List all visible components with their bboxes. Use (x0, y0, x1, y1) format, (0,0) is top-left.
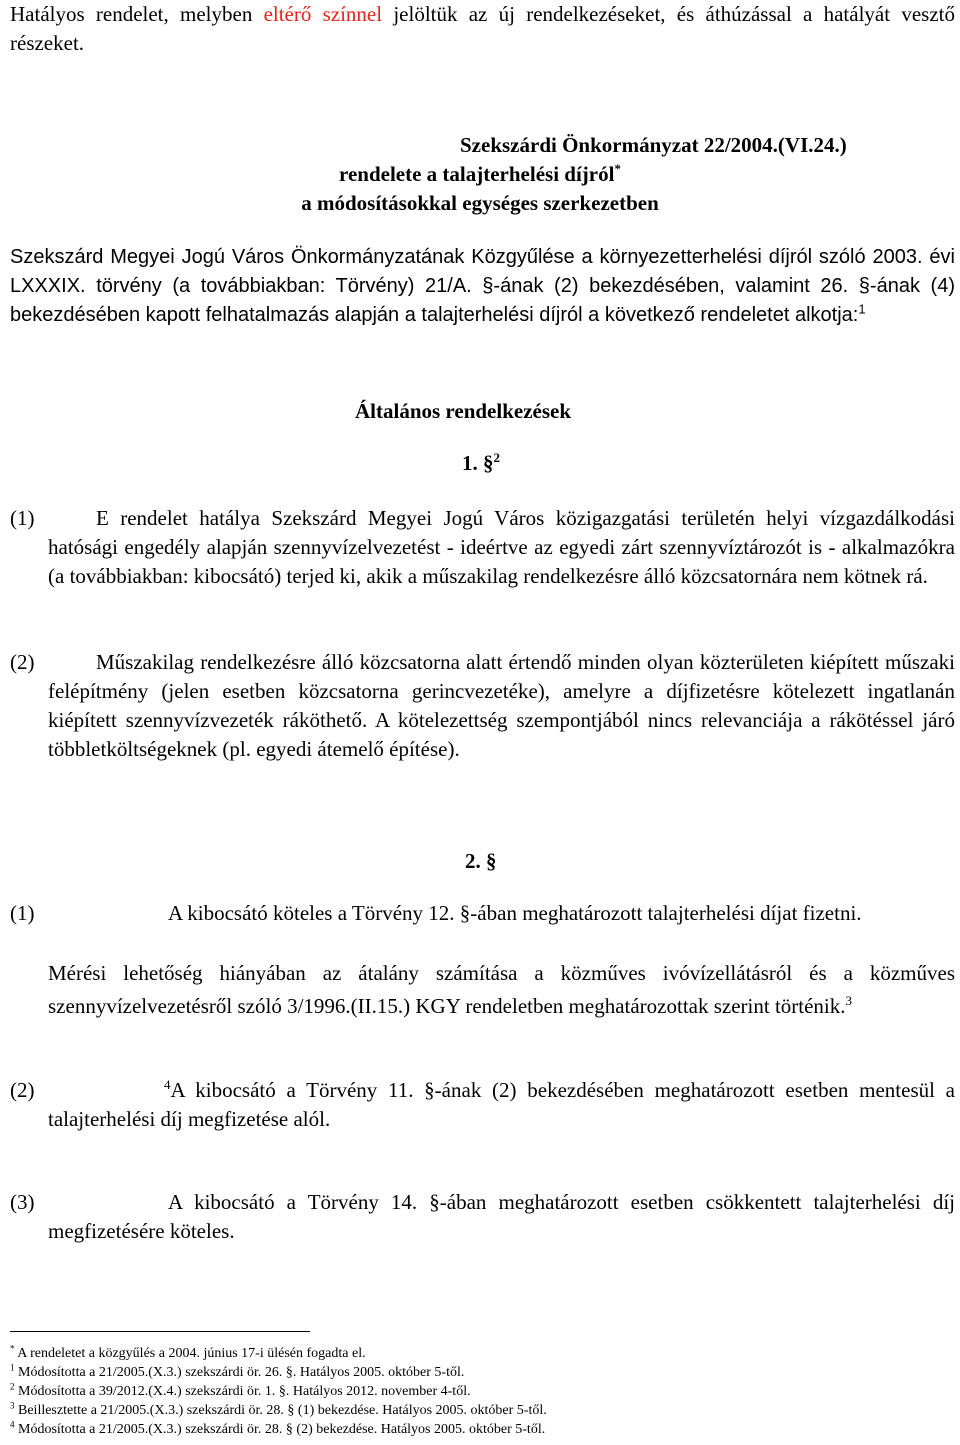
title-footnote-mark: * (614, 161, 621, 176)
footnote-1-mark: 1 (10, 1362, 15, 1373)
footnote-star-mark: * (10, 1343, 15, 1354)
para2-heading: 2. § (465, 849, 497, 873)
footnote-3-text: Beillesztette a 21/2005.(X.3.) szekszárdi ör. 28. § (1) bekezdése. Hatályos 2005. október 5-től. (18, 1403, 547, 1418)
footnote-star-text: A rendeletet a közgyűlés a 2004. június 17-i ülésén fogadta el. (17, 1346, 366, 1361)
footnote-3-mark: 3 (10, 1400, 15, 1411)
preamble (10, 243, 955, 330)
header-text-part1: Hatályos rendelet, melyben (10, 2, 264, 26)
para2-item2-text-body: A kibocsátó a Törvény 11. §-ának (2) bekezdésében meghatározott esetben mentesül a talajterhelési díj megfizetése alól. (48, 1078, 955, 1131)
para2-item2-footnote-mark: 4 (164, 1077, 171, 1092)
title-line-2 (0, 160, 960, 189)
para1-item2-text: Műszakilag rendelkezésre álló közcsatorna alatt értendő minden olyan közterületen kiépített műszaki felépítmény (jelen esetben közcsatorna gerincvezetéke), amelyre a díjfizetésre kötelezett ingatlanán kiépített szennyvízvezeték ráköthető. A kötelezettség szempontjából nincs relevanciája a rákötéssel járó többletköltségeknek (pl. egyedi átemelő építése). (48, 650, 955, 761)
footnote-4-text: Módosította a 21/2005.(X.3.) szekszárdi ör. 28. § (2) bekezdése. Hatályos 2005. október 5-től. (18, 1422, 546, 1437)
para2-item2-num: (2) (10, 1078, 35, 1102)
para2-item1-text2 (48, 957, 955, 1023)
preamble-footnote-mark: 1 (858, 301, 866, 317)
para2-item1-num: (1) (10, 901, 35, 925)
footnote-1 (10, 1364, 464, 1382)
para2-item1-text: A kibocsátó köteles a Törvény 12. §-ában meghatározott talajterhelési díjat fizetni. (168, 901, 862, 925)
para1-footnote-mark: 2 (493, 450, 500, 465)
title-line-3: a módosításokkal egységes szerkezetben (301, 191, 659, 215)
title-line-2-text: rendelete a talajterhelési díjról (339, 162, 615, 186)
header-text-part2: jelöltük az új rendelkezéseket, és áthúzással a hatályát vesztő részeket. (10, 2, 955, 55)
header-red-text: eltérő színnel (263, 2, 383, 26)
footnote-2-mark: 2 (10, 1381, 15, 1392)
para1-item2-num: (2) (10, 650, 35, 674)
para1-heading-text: 1. § (462, 451, 494, 475)
footnote-4 (10, 1421, 545, 1439)
para1-item1-num: (1) (10, 506, 35, 530)
footnote-separator (10, 1331, 310, 1332)
section-heading-general: Általános rendelkezések (355, 399, 572, 423)
para2-item3-text: A kibocsátó a Törvény 14. §-ában meghatározott esetben csökkentett talajterhelési díj megfizetésére köteles. (48, 1190, 955, 1243)
title-line-1: Szekszárdi Önkormányzat 22/2004.(VI.24.) (460, 133, 847, 157)
para2-item2-text (48, 1076, 955, 1134)
para2-item1-text2-body: Mérési lehetőség hiányában az átalány számítása a közműves ivóvízellátásról és a közműves szennyvízelvezetésről szóló 3/1996.(II.15.) KGY rendeletben meghatározottak szerint történik. (48, 961, 955, 1018)
footnote-1-text: Módosította a 21/2005.(X.3.) szekszárdi ör. 26. §. Hatályos 2005. október 5-től. (18, 1365, 465, 1380)
footnote-3 (10, 1402, 547, 1420)
footnote-4-mark: 4 (10, 1419, 15, 1430)
para1-heading (462, 449, 500, 478)
para2-item3-num: (3) (10, 1190, 35, 1214)
footnote-2 (10, 1383, 471, 1401)
footnote-2-text: Módosította a 39/2012.(X.4.) szekszárdi ör. 1. §. Hatályos 2012. november 4-től. (18, 1384, 471, 1399)
para2-item1-footnote-mark: 3 (845, 993, 853, 1008)
para1-item1-text: E rendelet hatálya Szekszárd Megyei Jogú Város közigazgatási területén helyi vízgazdálkodási hatósági engedély alapján szennyvízelvezetést - ideértve az egyedi zárt szennyvíztározót is - alkalmazókra (a továbbiakban: kibocsátó) terjed ki, akik a műszakilag rendelkezésre álló közcsatornára nem kötnek rá. (48, 506, 955, 588)
footnote-star (10, 1345, 366, 1363)
header-note (10, 0, 955, 58)
preamble-text: Szekszárd Megyei Jogú Város Önkormányzatának Közgyűlése a környezetterhelési díjról szóló 2003. évi LXXXIX. törvény (a továbbiakban: Törvény) 21/A. §-ának (2) bekezdésében, valamint 26. §-ának (4) bekezdésében kapott felhatalmazás alapján a talajterhelési díjról a következő rendeletet alkotja: (10, 246, 955, 326)
